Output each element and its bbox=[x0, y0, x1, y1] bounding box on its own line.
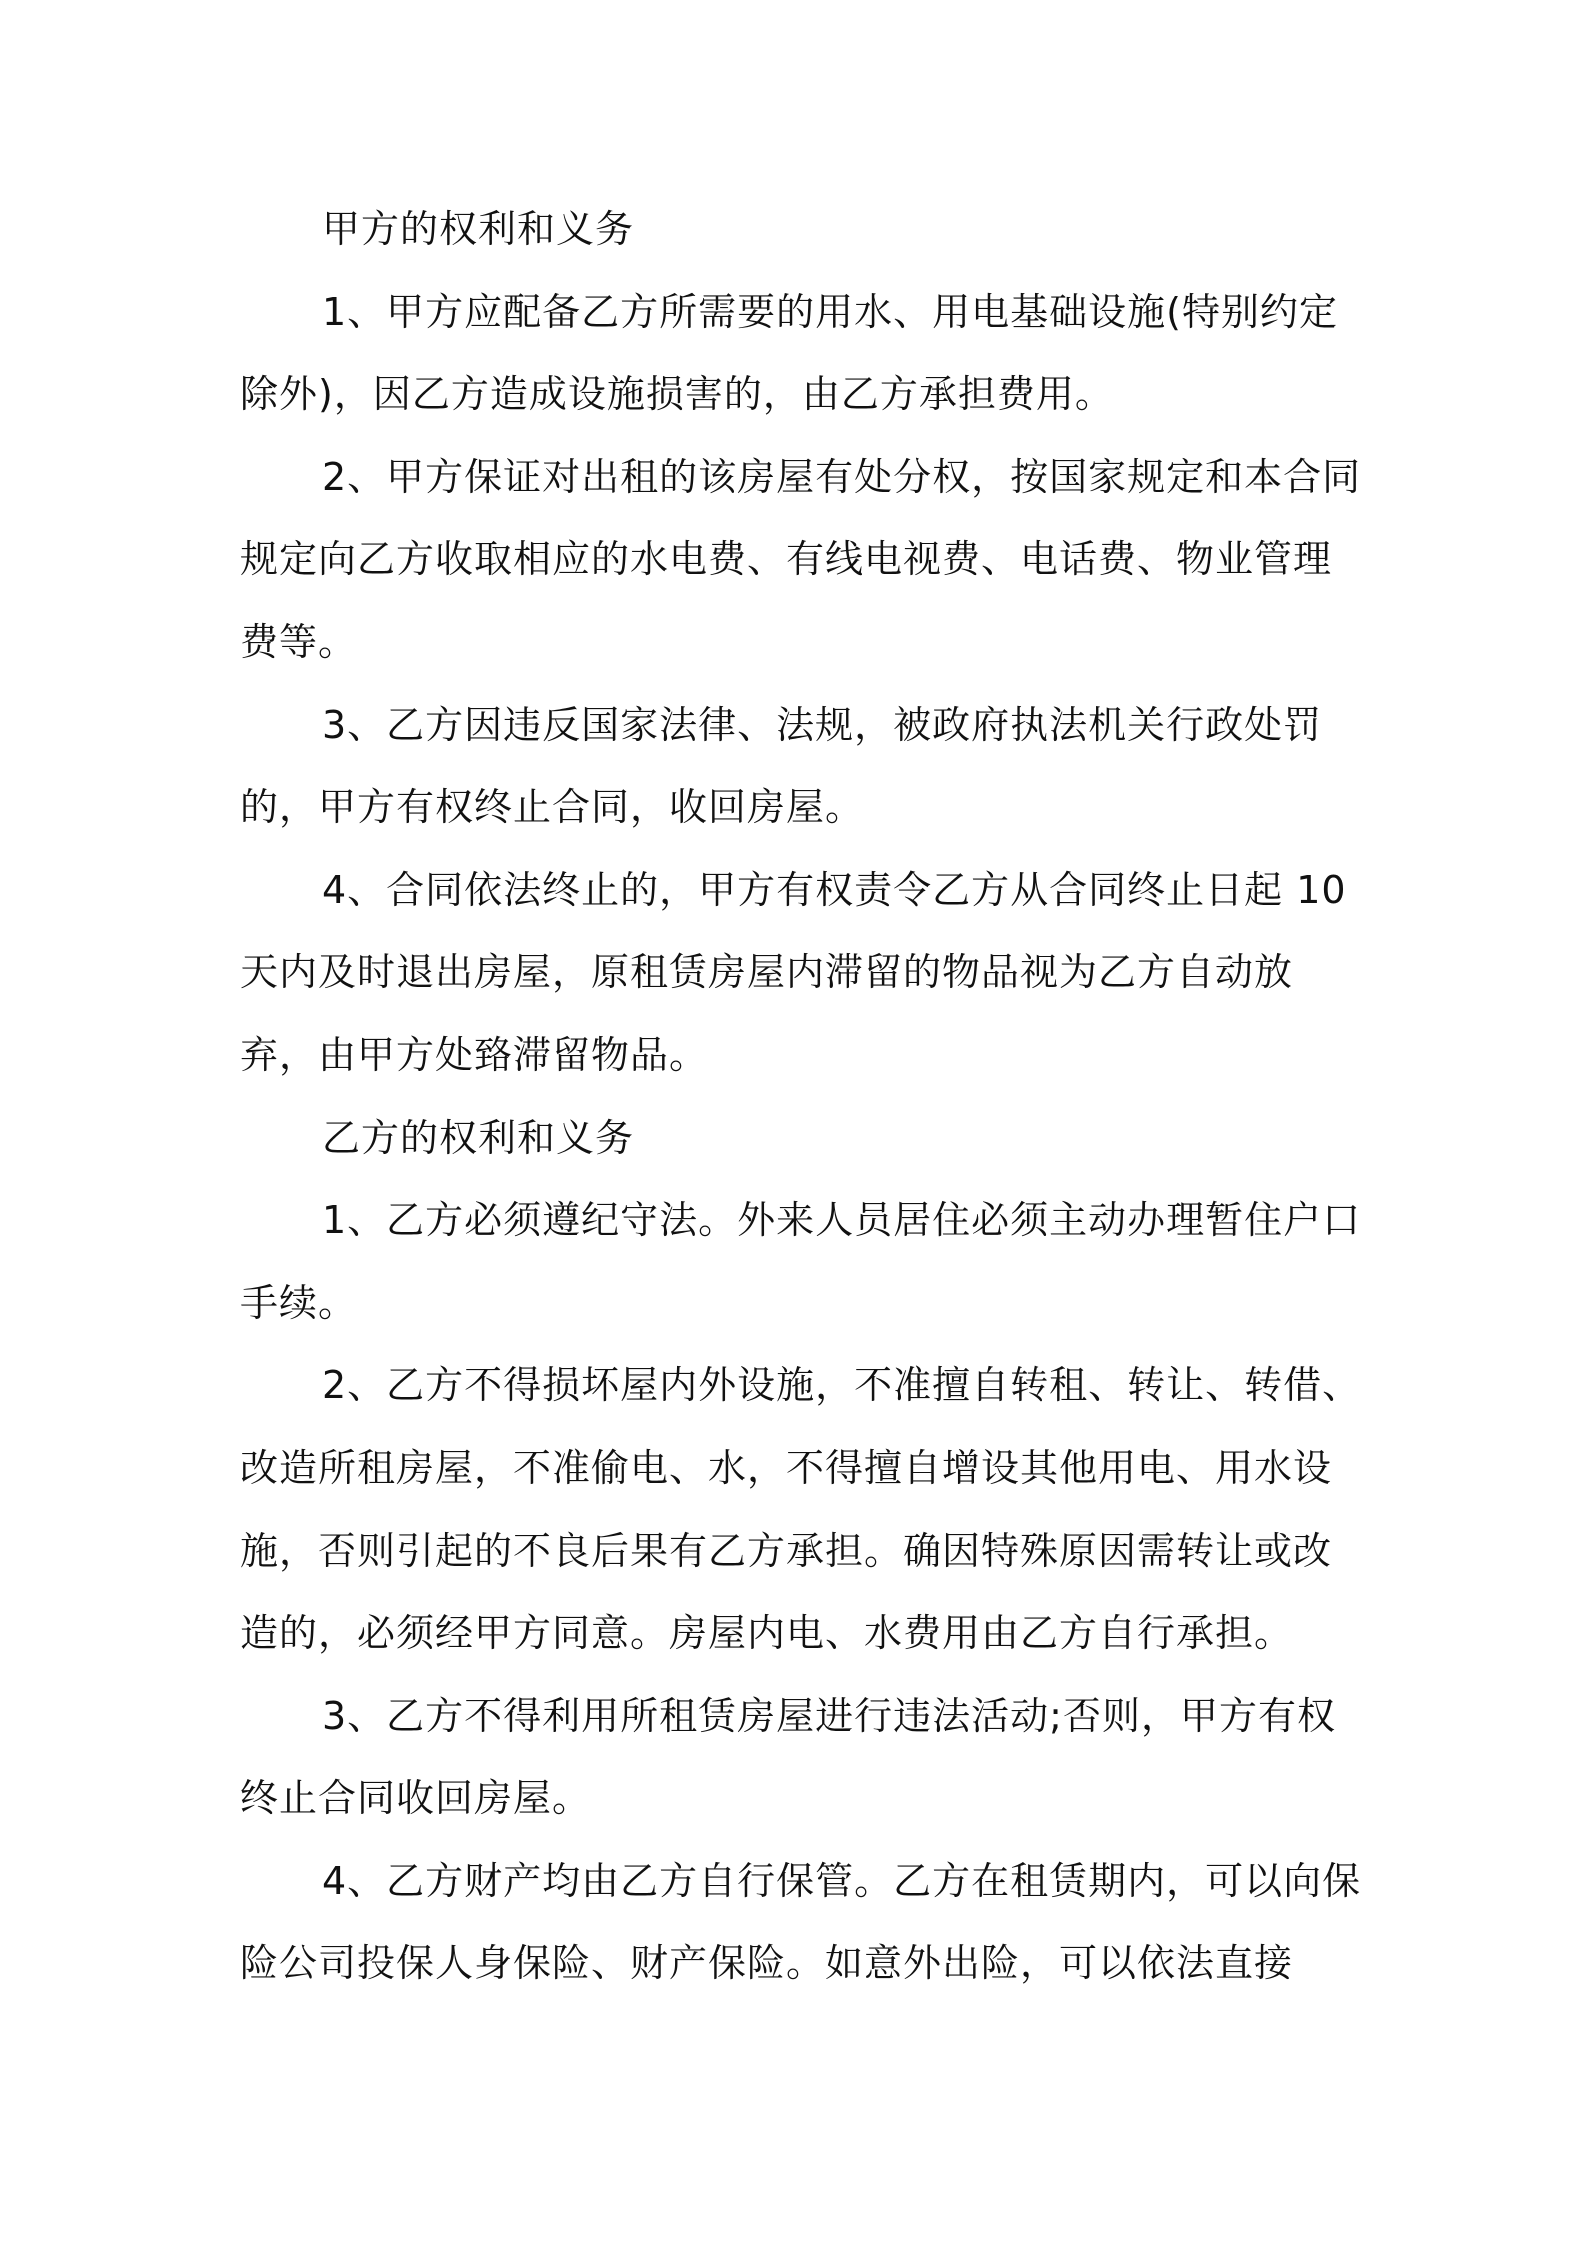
party-a-clause-4: 4、合同依法终止的，甲方有权责令乙方从合同终止日起 10 天内及时退出房屋，原租赁房屋内滞留的物品视为乙方自动放弃，由甲方处臵滞留物品。 bbox=[240, 867, 1347, 1077]
section-heading-party-a: 甲方的权利和义务 bbox=[322, 207, 635, 251]
party-a-clause-1: 1、甲方应配备乙方所需要的用水、用电基础设施(特别约定除外)，因乙方造成设施损害的，由乙方承担费用。 bbox=[240, 289, 1339, 417]
party-b-clause-2: 2、乙方不得损坏屋内外设施，不准擅自转租、转让、转借、改造所租房屋，不准偷电、水，不得擅自增设其他用电、用水设施，否则引起的不良后果有乙方承担。确因特殊原因需转让或改造的，必须经甲方同意。房屋内电、水费用由乙方自行承担。 bbox=[240, 1363, 1362, 1656]
party-b-clause-4: 4、乙方财产均由乙方自行保管。乙方在租赁期内，可以向保险公司投保人身保险、财产保险。如意外出险，可以依法直接 bbox=[240, 1858, 1362, 1986]
section-heading-party-b: 乙方的权利和义务 bbox=[322, 1115, 635, 1160]
party-a-clause-2: 2、甲方保证对出租的该房屋有处分权，按国家规定和本合同规定向乙方收取相应的水电费、有线电视费、电话费、物业管理费等。 bbox=[240, 454, 1362, 664]
party-b-clause-1: 1、乙方必须遵纪守法。外来人员居住必须主动办理暂住户口手续。 bbox=[240, 1198, 1362, 1325]
document-body bbox=[240, 188, 1370, 2005]
party-a-clause-3: 3、乙方因违反国家法律、法规，被政府执法机关行政处罚的，甲方有权终止合同，收回房屋。 bbox=[240, 702, 1323, 830]
party-b-clause-3: 3、乙方不得利用所租赁房屋进行违法活动;否则，甲方有权终止合同收回房屋。 bbox=[240, 1693, 1336, 1821]
